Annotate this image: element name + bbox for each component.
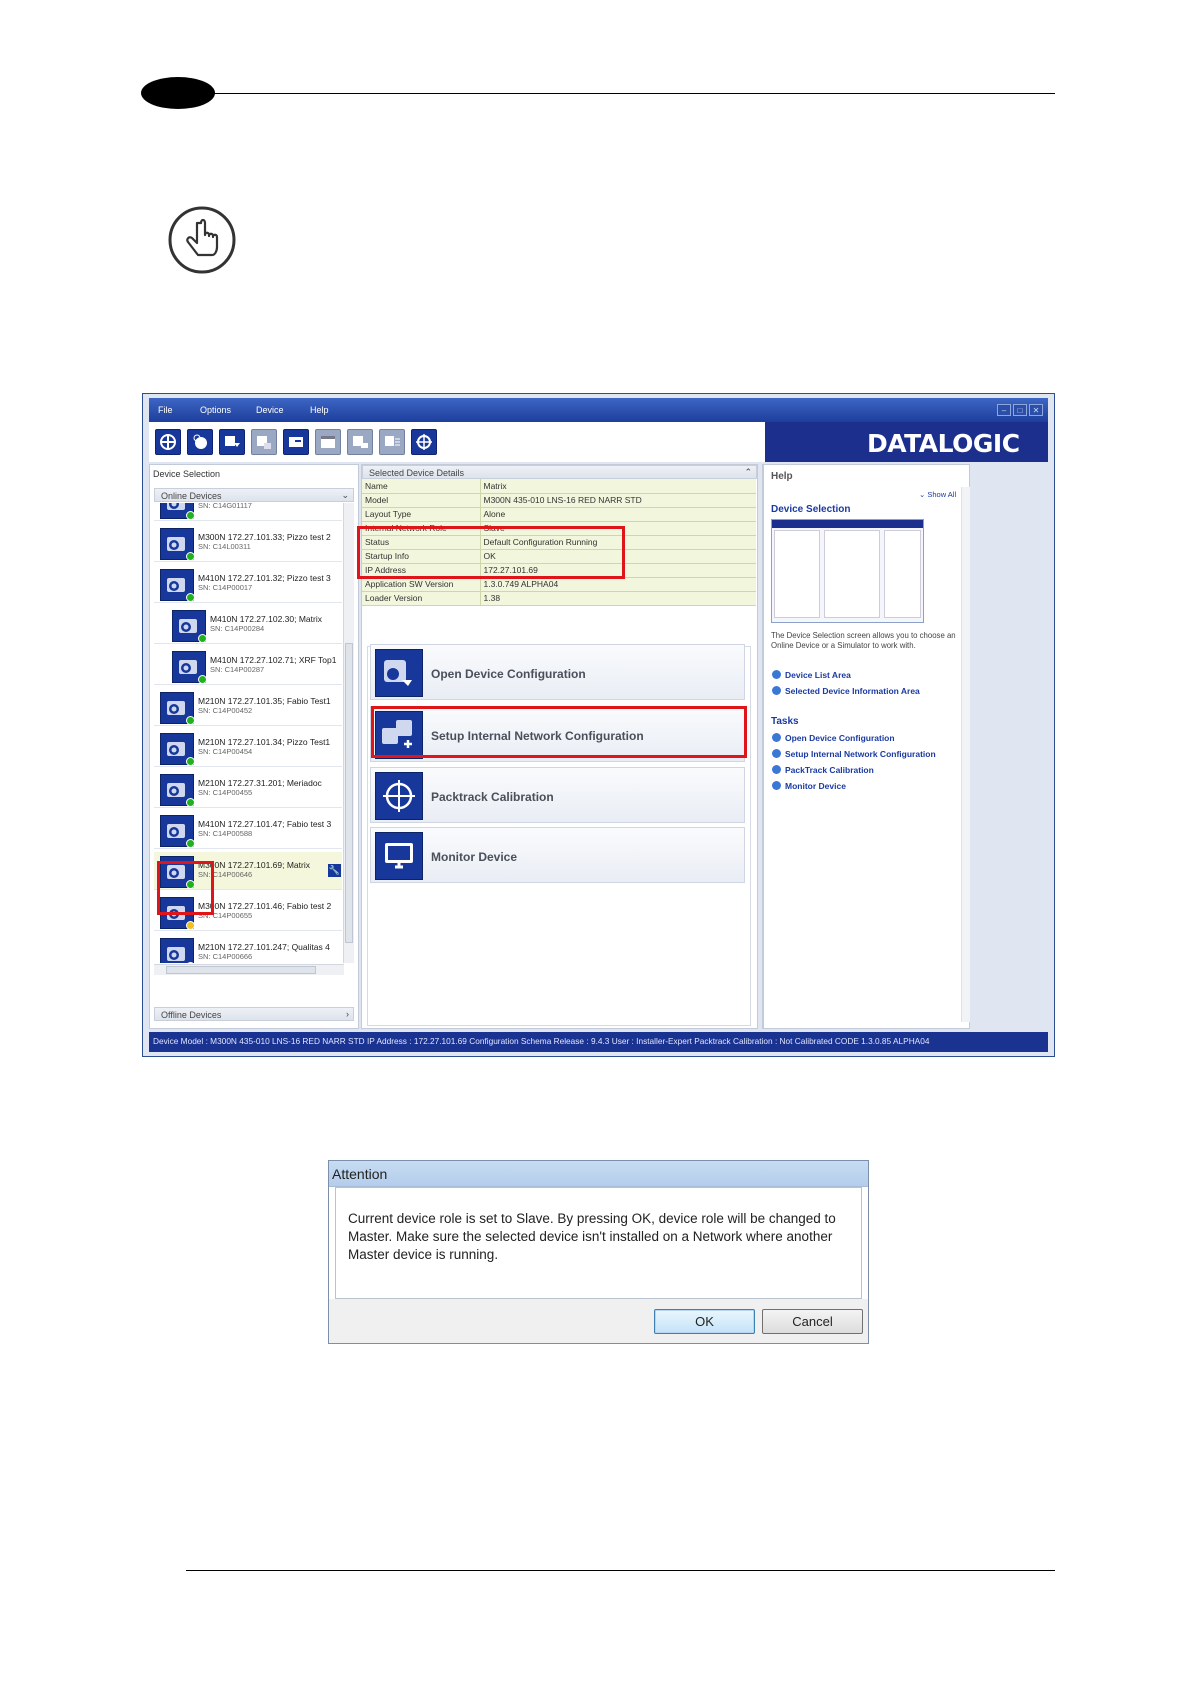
help-link-label: PackTrack Calibration [785, 765, 874, 775]
help-task-monitor[interactable] [772, 781, 846, 791]
footer-rule [186, 1570, 1055, 1571]
ok-button[interactable]: OK [654, 1309, 755, 1334]
status-dot-icon [186, 839, 195, 848]
chevron-up-icon: ⌃ [744, 467, 752, 477]
camera-device-icon [160, 692, 194, 724]
details-value: M300N 435-010 LNS-16 RED NARR STD [480, 493, 756, 507]
save-config-icon[interactable] [251, 429, 277, 455]
status-bar: Device Model : M300N 435-010 LNS-16 RED NARR STD IP Address : 172.27.101.69 Configuration Schema Release : 9.4.3 User : Installer-Expert Packtrack Calibration : Not Calibrated CODE 1.3.0.85 ALPHA04 [149, 1032, 1048, 1052]
details-row [362, 493, 756, 507]
device-serial: SN: C14P00017 [198, 583, 253, 592]
title-bar [149, 398, 1048, 422]
horizontal-scrollbar[interactable] [154, 964, 344, 975]
device-list-item[interactable] [154, 934, 342, 963]
details-row [362, 507, 756, 521]
online-devices-label: Online Devices [161, 491, 222, 501]
device-name: M410N 172.27.102.30; Matrix [210, 614, 322, 624]
toolbar [149, 422, 1048, 462]
device-name: M210N 172.27.31.201; Meriadoc [198, 778, 322, 788]
details-key: Name [362, 479, 480, 493]
status-dot-icon [186, 716, 195, 725]
device-name: M300N 172.27.101.33; Pizzo test 2 [198, 532, 331, 542]
device-selection-icon[interactable] [155, 429, 181, 455]
details-value: Matrix [480, 479, 756, 493]
device-selection-panel [149, 464, 359, 1029]
device-serial: SN: C14P00655 [198, 911, 253, 920]
details-key: Layout Type [362, 507, 480, 521]
details-key: Application SW Version [362, 577, 480, 591]
status-dot-icon [186, 552, 195, 561]
details-value: 172.27.101.69 [480, 563, 756, 577]
dialog-message: Current device role is set to Slave. By pressing OK, device role will be changed to Master. Make sure the selected device isn't installed on a Network where another Master device is running. [348, 1211, 836, 1262]
device-list-item[interactable] [154, 770, 342, 808]
minimize-button[interactable]: – [997, 404, 1011, 416]
camera-device-icon [160, 528, 194, 560]
crosshair-icon [375, 772, 423, 820]
details-key: Status [362, 535, 480, 549]
device-serial: SN: C14P00455 [198, 788, 253, 797]
help-tasks-title: Tasks [771, 716, 799, 727]
task-label: Open Device Configuration [431, 667, 586, 681]
selected-device-details-header[interactable] [362, 465, 757, 479]
attention-dialog [328, 1160, 869, 1344]
open-config-icon[interactable] [219, 429, 245, 455]
device-name: M410N 172.27.102.71; XRF Top1 [210, 655, 337, 665]
help-task-network-config[interactable] [772, 749, 936, 759]
chevron-down-icon: ⌄ [919, 490, 928, 499]
camera-device-icon [160, 569, 194, 601]
device-list-item[interactable] [154, 688, 342, 726]
close-button[interactable]: ✕ [1029, 404, 1043, 416]
help-section-title: Device Selection [771, 504, 851, 515]
status-dot-icon [186, 921, 195, 930]
window-icon[interactable] [315, 429, 341, 455]
network-task-highlight [371, 706, 747, 758]
role-status-highlight [357, 526, 625, 579]
help-link-icon [772, 749, 781, 758]
device-list-item[interactable] [154, 606, 342, 644]
camera-device-icon [172, 610, 206, 642]
device-name: M300N 172.27.101.46; Fabio test 2 [198, 901, 332, 911]
device-list-item[interactable] [154, 524, 342, 562]
status-dot-icon [186, 757, 195, 766]
statistics-icon[interactable] [379, 429, 405, 455]
details-value: 1.38 [480, 591, 756, 605]
help-link-selected-device-info[interactable] [772, 686, 920, 696]
help-scrollbar[interactable] [961, 487, 970, 1022]
help-link-label: Device List Area [785, 670, 851, 680]
details-row [362, 591, 756, 605]
device-serial: SN: C14G01117 [198, 503, 252, 510]
details-value: Slave [480, 521, 756, 535]
help-task-open-config[interactable] [772, 733, 895, 743]
details-value: OK [480, 549, 756, 563]
help-task-packtrack[interactable] [772, 765, 874, 775]
device-serial: SN: C14P00666 [198, 952, 253, 961]
device-list-item[interactable] [154, 647, 342, 685]
device-name: M210N 172.27.101.35; Fabio Test1 [198, 696, 331, 706]
help-title: Help [771, 471, 793, 482]
status-dot-icon [186, 798, 195, 807]
help-link-icon [772, 781, 781, 790]
task-monitor-device[interactable] [370, 827, 745, 883]
device-serial: SN: C14P00454 [198, 747, 253, 756]
device-serial: SN: C14L00311 [198, 542, 251, 551]
task-packtrack-calibration[interactable] [370, 767, 745, 823]
device-selection-label: Device Selection [153, 469, 221, 479]
camera-device-icon [160, 815, 194, 847]
selected-device-details-label: Selected Device Details [369, 468, 465, 478]
menu-file[interactable]: File [158, 405, 173, 415]
status-dot-icon [198, 675, 207, 684]
device-serial: SN: C14P00452 [198, 706, 253, 715]
help-link-icon [772, 765, 781, 774]
chapter-tab-oval [141, 77, 215, 109]
camera-device-icon [160, 503, 194, 519]
status-dot-icon [186, 511, 195, 520]
device-list-item[interactable] [154, 729, 342, 767]
task-label: Setup Internal Network Configuration [431, 729, 644, 743]
header-rule [212, 93, 1055, 94]
discover-icon[interactable] [187, 429, 213, 455]
device-serial: SN: C14P00284 [210, 624, 265, 633]
details-row [362, 479, 756, 493]
show-all-label: Show All [927, 490, 957, 499]
device-name: M300N 172.27.101.69; Matrix [198, 860, 310, 870]
details-key: Model [362, 493, 480, 507]
maximize-button[interactable]: □ [1013, 404, 1027, 416]
wrench-icon[interactable]: 🔧 [328, 865, 341, 875]
offline-devices-header[interactable] [154, 1007, 354, 1021]
help-link-device-list-area[interactable] [772, 670, 851, 680]
task-open-device-configuration[interactable] [370, 644, 745, 700]
menu-options[interactable]: Options [200, 405, 232, 415]
help-description: The Device Selection screen allows you to choose an Online Device or a Simulator to work with. [771, 631, 956, 650]
task-label: Packtrack Calibration [431, 790, 554, 804]
help-link-icon [772, 670, 781, 679]
help-link-label: Selected Device Information Area [785, 686, 920, 696]
details-value: 1.3.0.749 ALPHA04 [480, 577, 756, 591]
task-label: Monitor Device [431, 850, 518, 864]
menu-device[interactable]: Device [256, 405, 284, 415]
help-screenshot-thumbnail [771, 519, 924, 623]
device-serial: SN: C14P00646 [198, 870, 253, 879]
details-key: Loader Version [362, 591, 480, 605]
online-devices-header[interactable] [154, 488, 354, 502]
help-link-label: Open Device Configuration [785, 733, 895, 743]
device-name: M410N 172.27.101.32; Pizzo test 3 [198, 573, 331, 583]
dialog-title: Attention [332, 1166, 388, 1182]
camera-device-icon [160, 774, 194, 806]
packtrack-calibration-icon[interactable] [411, 429, 437, 455]
device-list-item[interactable] [154, 565, 342, 603]
send-config-icon[interactable] [283, 429, 309, 455]
selected-device-highlight [157, 861, 214, 915]
help-link-icon [772, 733, 781, 742]
pointing-hand-icon [167, 205, 237, 275]
details-key: IP Address [362, 563, 480, 577]
dialog-footer [329, 1299, 868, 1343]
datalogic-logo: DATALOGIC [867, 429, 1020, 458]
details-key: Internal Network Role [362, 521, 480, 535]
device-serial: SN: C14P00588 [198, 829, 253, 838]
details-value: Alone [480, 507, 756, 521]
device-serial: SN: C14P00287 [210, 665, 265, 674]
help-panel [762, 464, 970, 1029]
status-dot-icon [186, 962, 195, 963]
details-row [362, 577, 756, 591]
help-link-label: Monitor Device [785, 781, 846, 791]
dialog-body [335, 1187, 862, 1299]
device-name: M410N 172.27.101.47; Fabio test 3 [198, 819, 332, 829]
details-key: Startup Info [362, 549, 480, 563]
chevron-down-icon: ⌄ [341, 490, 349, 500]
device-list-item[interactable] [154, 811, 342, 849]
status-dot-icon [198, 634, 207, 643]
device-name: M210N 172.27.101.34; Pizzo Test1 [198, 737, 331, 747]
cancel-button[interactable]: Cancel [762, 1309, 863, 1334]
open-config-icon [375, 649, 423, 697]
device-info-icon[interactable] [347, 429, 373, 455]
device-list-item[interactable] [154, 503, 342, 521]
help-link-icon [772, 686, 781, 695]
camera-device-icon [172, 651, 206, 683]
help-link-label: Setup Internal Network Configuration [785, 749, 936, 759]
device-name: M210N 172.27.101.247; Qualitas 4 [198, 942, 330, 952]
show-all-link[interactable] [919, 490, 956, 499]
dialog-title-bar [329, 1161, 868, 1187]
details-value: Default Configuration Running [480, 535, 756, 549]
device-list-scrollbar[interactable] [343, 503, 354, 963]
offline-devices-label: Offline Devices [161, 1010, 222, 1020]
camera-device-icon [160, 733, 194, 765]
menu-help[interactable]: Help [310, 405, 329, 415]
status-dot-icon [186, 593, 195, 602]
app-window [142, 393, 1055, 1057]
chevron-right-icon: › [346, 1009, 349, 1019]
camera-device-icon [160, 938, 194, 963]
monitor-icon [375, 832, 423, 880]
